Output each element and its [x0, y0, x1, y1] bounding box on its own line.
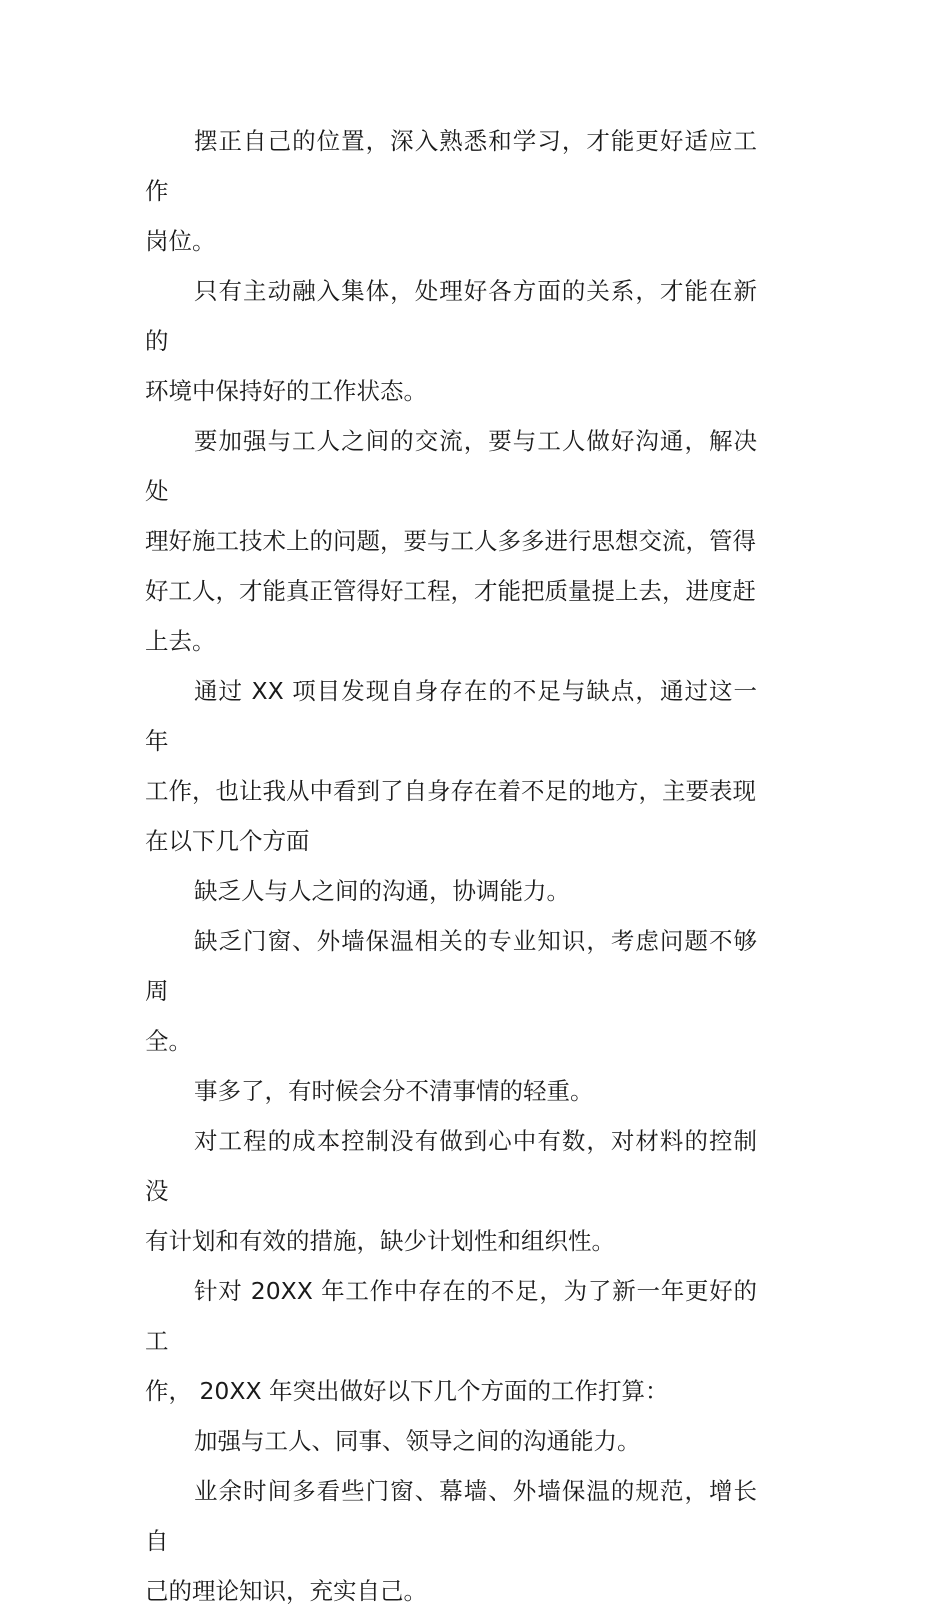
paragraph-8: 对工程的成本控制没有做到心中有数，对材料的控制没 有计划和有效的措施，缺少计划性和组织性。 — [145, 1127, 757, 1255]
paragraph-4: 通过 XX 项目发现自身存在的不足与缺点，通过这一年 工作，也让我从中看到了自身存在着不足的地方，主要表现 在以下几个方面 — [145, 677, 757, 855]
paragraph-10: 加强与工人、同事、领导之间的沟通能力。 — [194, 1427, 641, 1455]
paragraph-3: 要加强与工人之间的交流，要与工人做好沟通，解决处 理好施工技术上的问题，要与工人多多进行思想交流，管得 好工人，才能真正管得好工程，才能把质量提上去，进度赶 上去。 — [145, 427, 757, 655]
paragraph-2: 只有主动融入集体，处理好各方面的关系，才能在新的 环境中保持好的工作状态。 — [145, 277, 757, 405]
paragraph-1: 摆正自己的位置，深入熟悉和学习，才能更好适应工作 岗位。 — [145, 127, 757, 255]
document-body — [145, 116, 757, 1616]
paragraph-6: 缺乏门窗、外墙保温相关的专业知识，考虑问题不够周 全。 — [145, 927, 757, 1055]
paragraph-9: 针对 20XX 年工作中存在的不足，为了新一年更好的工 作， 20XX 年突出做好以下几个方面的工作打算： — [145, 1277, 757, 1405]
paragraph-11: 业余时间多看些门窗、幕墙、外墙保温的规范，增长自 己的理论知识，充实自己。 — [145, 1477, 757, 1605]
paragraph-7: 事多了，有时候会分不清事情的轻重。 — [194, 1077, 594, 1105]
paragraph-5: 缺乏人与人之间的沟通，协调能力。 — [194, 877, 570, 905]
